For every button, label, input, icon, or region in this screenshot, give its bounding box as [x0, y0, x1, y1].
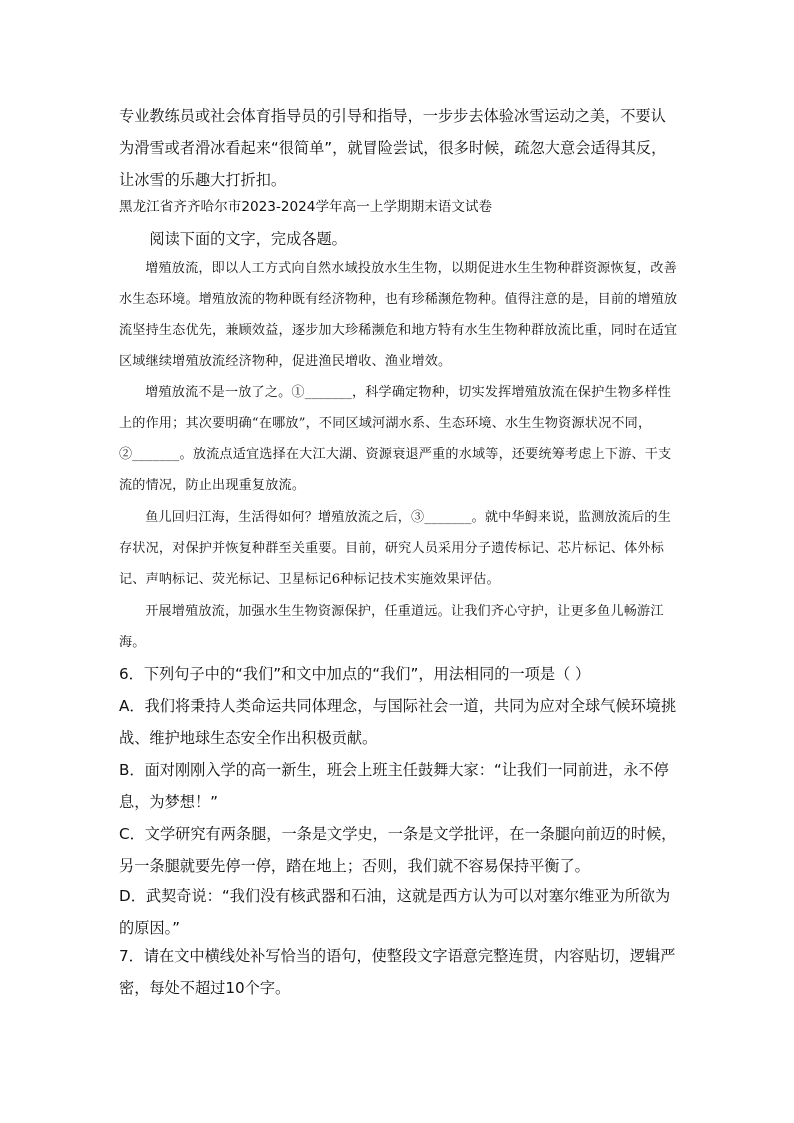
question-6-stem: 6．下列句子中的“我们”和文中加点的“我们”，用法相同的一项是（ ）	[119, 665, 591, 683]
intro-paragraph: 专业教练员或社会体育指导员的引导和指导，一步步去体验冰雪运动之美，不要认为滑雪或者滑冰看起来“很简单”，就冒险尝试，很多时候，疏忽大意会适得其反，让冰雪的乐趣大打折扣。	[119, 107, 667, 189]
question-6-option-b: B．面对刚刚入学的高一新生，班会上班主任鼓舞大家：“让我们一同前进，永不停息，为梦想！”	[119, 761, 669, 811]
reading-instruction: 阅读下面的文字，完成各题。	[149, 230, 347, 248]
question-6-option-a: A．我们将秉持人类命运共同体理念，与国际社会一道，共同为应对全球气候环境挑战、维护地球生态安全作出积极贡献。	[119, 697, 677, 747]
passage-paragraph-2: 增殖放流不是一放了之。①_______，科学确定物种，切实发挥增殖放流在保护生物多样性上的作用；其次要明确“在哪放”，不同区域河湖水系、生态环境、水生生物资源状况不同，②_______。放流点适宜选择在大江大湖、资源衰退严重的水域等，还要统筹考虑上下游、干支流的情况，防止出现重复放流。	[119, 385, 672, 493]
question-6-option-c: C．文学研究有两条腿，一条是文学史，一条是文学批评，在一条腿向前迈的时候，另一条腿就要先停一停，踏在地上；否则，我们就不容易保持平衡了。	[119, 825, 677, 875]
passage-paragraph-3: 鱼儿回归江海，生活得如何？增殖放流之后，③_______。就中华鲟来说，监测放流后的生存状况，对保护并恢复种群至关重要。目前，研究人员采用分子遗传标记、芯片标记、体外标记、声呐标记、荧光标记、卫星标记6种标记技术实施效果评估。	[119, 510, 671, 587]
exam-title: 黑龙江省齐齐哈尔市2023-2024学年高一上学期期末语文试卷	[119, 199, 493, 215]
passage-paragraph-4: 开展增殖放流，加强水生生物资源保护，任重道远。让我们齐心守护，让更多鱼儿畅游江海。	[119, 604, 664, 650]
question-6-option-d: D．武契奇说：“我们没有核武器和石油，这就是西方认为可以对塞尔维亚为所欲为的原因。”	[119, 887, 671, 937]
question-7-stem: 7．请在文中横线处补写恰当的语句，使整段文字语意完整连贯，内容贴切，逻辑严密，每处不超过10个字。	[119, 947, 676, 997]
passage-paragraph-1: 增殖放流，即以人工方式向自然水域投放水生生物，以期促进水生生物种群资源恢复，改善水生态环境。增殖放流的物种既有经济物种，也有珍稀濒危物种。值得注意的是，目前的增殖放流坚持生态优先，兼顾效益，逐步加大珍稀濒危和地方特有水生生物种群放流比重，同时在适宜区域继续增殖放流经济物种，促进渔民增收、渔业增效。	[119, 261, 678, 369]
